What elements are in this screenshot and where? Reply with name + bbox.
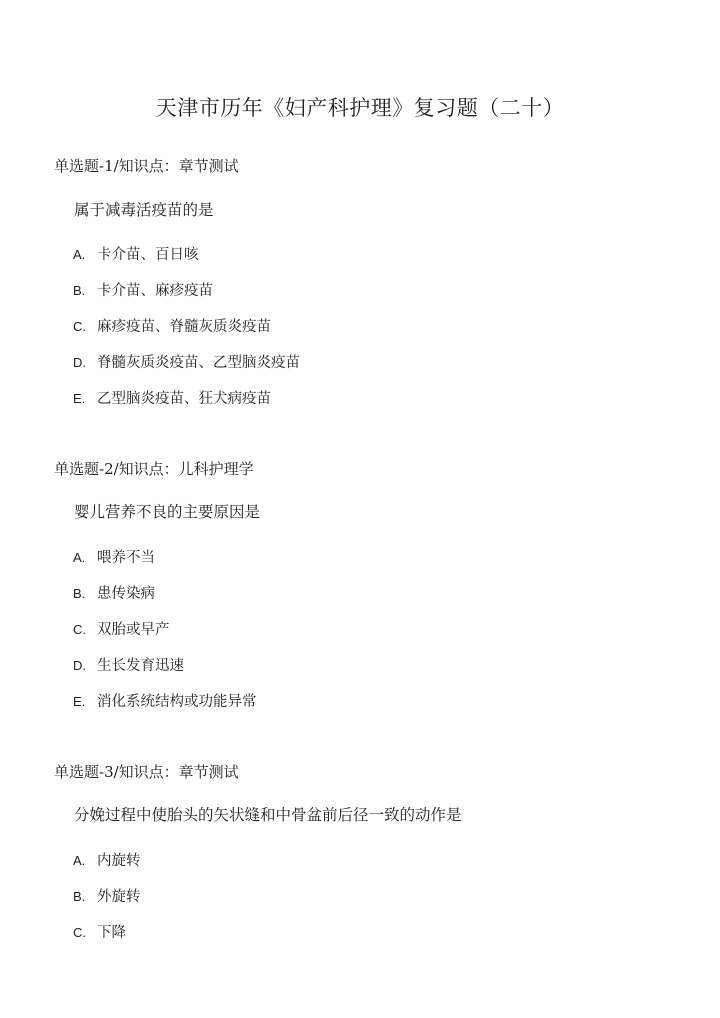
option-text: 喂养不当 [97,550,155,566]
question-2-header: 单选题-2/知识点：儿科护理学 [54,460,254,478]
option-letter: D. [73,658,86,673]
option-letter: B. [73,283,86,298]
question-1-header: 单选题-1/知识点：章节测试 [54,157,239,175]
option-text: 脊髓灰质炎疫苗、乙型脑炎疫苗 [97,355,300,371]
question-1-option-e[interactable] [73,387,271,408]
question-2-option-a[interactable] [73,546,155,567]
question-2-option-d[interactable] [73,654,184,675]
option-text: 患传染病 [97,586,155,602]
option-text: 麻疹疫苗、脊髓灰质炎疫苗 [97,319,271,335]
question-1-option-b[interactable] [73,279,213,300]
option-text: 卡介苗、麻疹疫苗 [97,283,213,299]
option-text: 生长发育迅速 [97,658,184,674]
option-letter: A. [73,853,86,868]
option-text: 乙型脑炎疫苗、狂犬病疫苗 [97,391,271,407]
question-1-option-a[interactable] [73,243,199,264]
question-1-stem: 属于减毒活疫苗的是 [74,201,214,219]
question-1-option-d[interactable] [73,351,300,372]
question-2-option-c[interactable] [73,618,170,639]
option-text: 内旋转 [97,853,141,869]
option-text: 卡介苗、百日咳 [97,247,199,263]
question-3-header: 单选题-3/知识点：章节测试 [54,763,239,781]
question-3-option-c[interactable] [73,921,126,942]
option-text: 双胎或早产 [97,622,170,638]
question-1-option-c[interactable] [73,315,271,336]
question-2-option-b[interactable] [73,582,155,603]
question-2-stem: 婴儿营养不良的主要原因是 [74,503,261,521]
option-letter: A. [73,247,86,262]
option-letter: E. [73,391,86,406]
option-text: 外旋转 [97,889,141,905]
option-letter: A. [73,550,86,565]
option-letter: C. [73,319,86,334]
document-title: 天津市历年《妇产科护理》复习题（二十） [155,96,565,120]
question-2-option-e[interactable] [73,690,257,711]
question-3-option-b[interactable] [73,885,141,906]
question-3-stem: 分娩过程中使胎头的矢状缝和中骨盆前后径一致的动作是 [74,806,462,824]
option-letter: D. [73,355,86,370]
option-letter: B. [73,889,86,904]
option-text: 消化系统结构或功能异常 [97,694,257,710]
option-letter: C. [73,925,86,940]
option-letter: B. [73,586,86,601]
option-text: 下降 [97,925,126,941]
option-letter: E. [73,694,86,709]
option-letter: C. [73,622,86,637]
question-3-option-a[interactable] [73,849,141,870]
